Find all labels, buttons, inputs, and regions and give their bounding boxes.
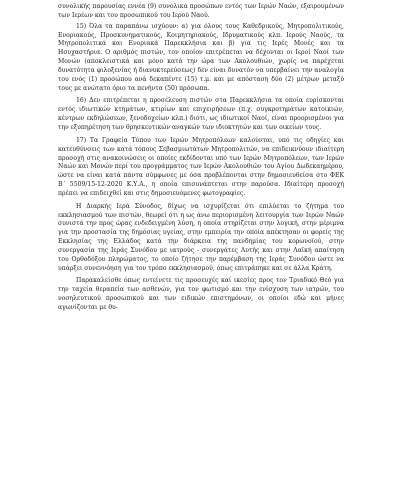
paragraph-item-17: 17) Τα Γραφεία Τύπου των Ιερών Μητροπόλεων καλούνται, υπό τις οδηγίες και κατευθύνσεις των κατά τόπους Σεβασμιωτάτων Μητροπολιτών, να επιδεικνύουν ιδιαίτερη προσοχή στις ανακοινώσεις οι οποίες εκδίδονται υπό των Ιερών Μητροπόλεων, των Ιερών Ναών και Μονών περί του προγράμματος των Ιερών Ακολουθιών του Αγίου Δωδεκαημέρου, ώστε να είναι κατά πάντα σύμφωνες με όσα προβλέπονται στην δημοσιευθείσα στο ΦΕΚ Β΄ 5509/15-12-2020 Κ.Υ.Α., η οποία επισυνάπτεται στην παρούσα. Ιδιαίτερη προσοχή πρέπει να επιδειχθεί και στις δημοσιευόμενες φωτογραφίες.: [58, 136, 344, 197]
paragraph-intro-continuation: συνολικής παρουσίας εννέα (9) συνολικά προσώπων εντός των Ιερών Ναών, εξαιρουμένων των Ιερέων και του προσωπικού του Ιερού Ναού.: [58, 3, 344, 19]
paragraph-prayer-request: Παρακαλείσθε όπως εντείνετε τις προσευχές καί ικεσίες προς τον Τριαδικό Θεό για την ταχεία θεραπεία των ασθενών, για τον φωτισμό και την ενίσχυση των ιατρών, του νοσηλευτικού προσωπικού και των ειδικών επιστημόνων, οι οποίοι εδώ και μήνες αγωνίζονται με θυ-: [58, 277, 344, 311]
paragraph-item-16: 16) Δεν επιτρέπεται η προσέλευση πιστών στα Παρεκκλήσια τα οποία ευρίσκονται εντός ιδιωτικών κτημάτων, κτιρίων και επιχειρήσεων (π.χ. συγκροτημάτων κατοικιών, κέντρων εκδηλώσεων, ξενοδοχείων κλπ.) διότι, ως ιδιωτικοί Ναοί, είναι προορισμένοι για την εξυπηρέτηση των θρησκευτικών αναγκών των ιδιοκτητών και των οικείων τους.: [58, 97, 344, 131]
paragraph-synod-statement: Η Διαρκής Ιερά Σύνοδος, δίχως να ισχυρίζεται ότι επιλύεται το ζήτημα του εκκλησιασμού των πιστών, θεωρεί ότι η ως άνω περιορισμένη λειτουργία των Ιερών Ναών συνιστά την προς ώρας ενδεδειγμένη λύση, η οποία στηρίζεται στην λογική, στην μέριμνα για την προστασία της δημόσιας υγείας, στην εμπειρία την οποία απέκτησαν οι φορείς της Εκκλησίας της Ελλάδος κατά την διάρκεια της πανδημίας του κορωνοϊού, στην συνεργασία της Ιεράς Συνόδου με ιατρούς - συνεργάτες Αυτής και στην Λαϊκή απαίτηση του Ορθοδόξου πληρώματος, το οποίο ζήτησε την παρέμβαση της Ιεράς Συνόδου ώστε να υπάρξει συνεννόηση για τον τρόπο εκκλησιασμού, όπως επιτράπηκε και σε άλλα Κράτη.: [58, 202, 344, 272]
paragraph-item-15: 15) Όλα τα παραπάνω ισχύουν: α) για όλους τους Καθεδρικούς, Μητροπολιτικούς, Ενοριακούς, Προσκυνηματικούς, Κοιμητηριακούς, Ιδρυματικούς κλπ. Ιερούς Ναούς, τα Μητροπολιτικά και Ενοριακά Παρεκκλήσια και β) για τις Ιερές Μονές και τα Ησυχαστήρια. Ο αριθμός πιστών, τον οποίον επιτρέπεται να δέχονται οι Ιεροί Ναοί των Μονών (αποκλειστικά και μόνο κατά την ώρα των Ακολουθιών, χωρίς να παρέχεται δυνατότητα φιλοξενίας ή διανυκτερεύσεως) δεν είναι δυνατόν να υπερβαίνει την αναλογία του ενός (1) προσώπου ανά δεκαπέντε (15) τ.μ. και με απόσταση δύο (2) μέτρων μεταξύ τους με ανώτατο όριο τα πενήντα (50) πρόσωπα.: [58, 22, 344, 92]
